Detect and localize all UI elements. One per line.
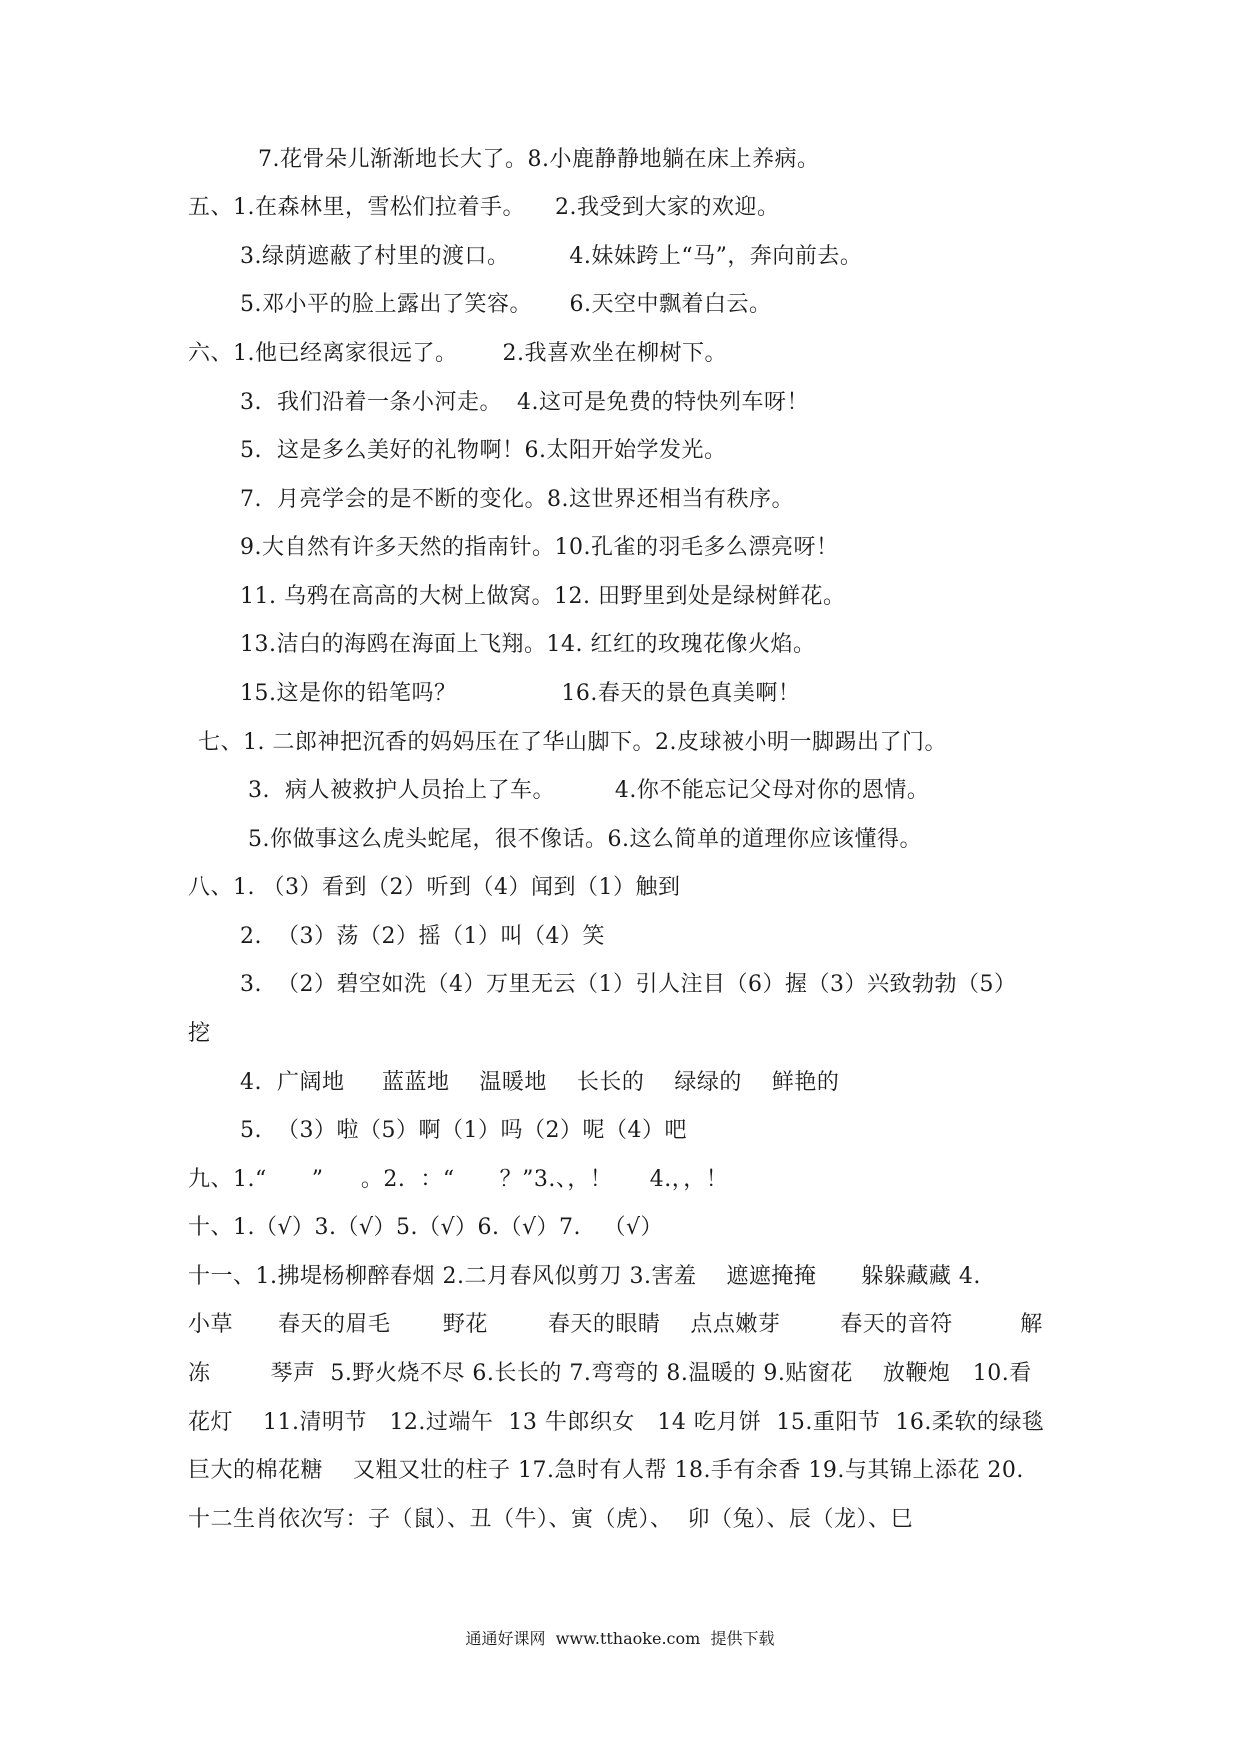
answer-line-24: 十一、1.拂堤杨柳醉春烟 2.二月春风似剪刀 3.害羞 遮遮掩掩 躲躲藏藏 4. xyxy=(188,1264,981,1289)
footer-credit: 通通好课网 www.tthaoke.com 提供下载 xyxy=(465,1629,775,1648)
answer-line-2: 五、1.在森林里，雪松们拉着手。 2.我受到大家的欢迎。 xyxy=(188,195,780,220)
answer-line-13: 七、1. 二郎神把沉香的妈妈压在了华山脚下。2.皮球被小明一脚踢出了门。 xyxy=(198,730,947,755)
answer-line-14: 3. 病人被救护人员抬上了车。 4.你不能忘记父母对你的恩情。 xyxy=(248,778,930,803)
answer-line-16: 八、1. （3）看到（2）听到（4）闻到（1）触到 xyxy=(188,875,681,900)
answer-line-9: 9.大自然有许多天然的指南针。10.孔雀的羽毛多么漂亮呀！ xyxy=(240,535,839,560)
answer-line-20: 4. 广阔地 蓝蓝地 温暖地 长长的 绿绿的 鲜艳的 xyxy=(240,1070,840,1095)
answer-line-11: 13.洁白的海鸥在海面上飞翔。14. 红红的玫瑰花像火焰。 xyxy=(240,632,816,657)
answer-line-28: 巨大的棉花糖 又粗又壮的柱子 17.急时有人帮 18.手有余香 19.与其锦上添花 20. xyxy=(188,1458,1024,1483)
answer-line-25: 小草 春天的眉毛 野花 春天的眼睛 点点嫩芽 春天的音符 解 xyxy=(188,1312,1043,1337)
answer-line-4: 5.邓小平的脸上露出了笑容。 6.天空中飘着白云。 xyxy=(240,292,772,317)
answer-line-6: 3. 我们沿着一条小河走。 4.这可是免费的特快列车呀！ xyxy=(240,390,809,415)
answer-line-7: 5. 这是多么美好的礼物啊！6.太阳开始学发光。 xyxy=(240,438,727,463)
answer-line-27: 花灯 11.清明节 12.过端午 13 牛郎织女 14 吃月饼 15.重阳节 16.柔软的绿毯 xyxy=(188,1410,1045,1435)
answer-line-5: 六、1.他已经离家很远了。 2.我喜欢坐在柳树下。 xyxy=(188,341,727,366)
answer-line-29: 十二生肖依次写：子（鼠）、丑（牛）、寅（虎）、 卯（兔）、辰（龙）、巳 xyxy=(188,1507,913,1532)
answer-line-22: 九、1.“ ” 。2. ：“ ？”3.、，！ 4.，，！ xyxy=(188,1167,729,1192)
answer-line-19: 挖 xyxy=(188,1021,211,1046)
answer-line-26: 冻 琴声 5.野火烧不尽 6.长长的 7.弯弯的 8.温暖的 9.贴窗花 放鞭炮 10.看 xyxy=(188,1361,1032,1386)
answer-line-15: 5.你做事这么虎头蛇尾，很不像话。6.这么简单的道理你应该懂得。 xyxy=(248,827,922,852)
answer-line-18: 3. （2）碧空如洗（4）万里无云（1）引人注目（6）握（3）兴致勃勃（5） xyxy=(240,972,1017,997)
answer-line-1: 7.花骨朵儿渐渐地长大了。8.小鹿静静地躺在床上养病。 xyxy=(258,147,820,172)
answer-line-23: 十、1.（√）3.（√）5.（√）6.（√）7. （√） xyxy=(188,1215,664,1240)
answer-line-3: 3.绿荫遮蔽了村里的渡口。 4.妹妹跨上“马”，奔向前去。 xyxy=(240,244,863,269)
answer-line-12: 15.这是你的铅笔吗？ 16.春天的景色真美啊！ xyxy=(240,681,801,706)
answer-line-21: 5. （3）啦（5）啊（1）吗（2）呢（4）吧 xyxy=(240,1118,687,1143)
answer-line-10: 11. 乌鸦在高高的大树上做窝。12. 田野里到处是绿树鲜花。 xyxy=(240,584,846,609)
answer-line-17: 2. （3）荡（2）摇（1）叫（4）笑 xyxy=(240,924,605,949)
answer-line-8: 7. 月亮学会的是不断的变化。8.这世界还相当有秩序。 xyxy=(240,487,794,512)
